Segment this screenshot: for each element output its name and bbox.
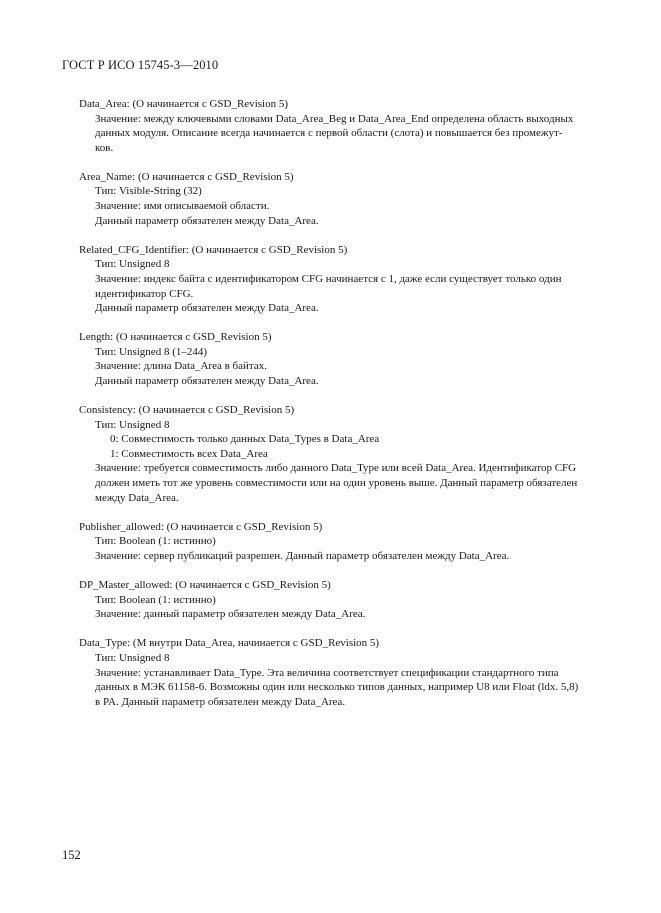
text-line: Значение: требуется совместимость либо данного Data_Type или всей Data_Area. Идентификатор CFG — [95, 462, 577, 475]
text-line: должен иметь тот же уровень совместимости или на один уровень выше. Данный параметр обязателен — [95, 477, 578, 490]
text-line: Значение: индекс байта с идентификатором CFG начинается с 1, даже если существует только один — [95, 272, 562, 285]
text-line: Тип: Visible-String (32) — [95, 185, 202, 198]
text-line: Значение: данный параметр обязателен между Data_Area. — [95, 608, 366, 621]
term-heading: Related_CFG_Identifier: (О начинается с GSD_Revision 5) — [79, 243, 348, 256]
section-dp-master-allowed — [0, 578, 661, 622]
text-line: ков. — [95, 141, 114, 154]
section-data-type — [0, 636, 661, 709]
text-line: Значение: длина Data_Area в байтах. — [95, 360, 267, 373]
text-line: Значение: устанавливает Data_Type. Эта величина соответствует спецификации стандартного типа — [95, 666, 559, 679]
section-consistency — [0, 403, 661, 505]
text-line: Тип: Unsigned 8 — [95, 651, 170, 664]
term-heading: Consistency: (О начинается с GSD_Revision 5) — [79, 404, 295, 417]
option-item: 0: Совместимость только данных Data_Types в Data_Area — [110, 433, 380, 446]
term-heading: Data_Type: (М внутри Data_Area, начинается с GSD_Revision 5) — [79, 637, 380, 650]
text-line: данных в МЭК 61158-6. Возможны один или несколько типов данных, например U8 или Float (ldx. 5,8) — [95, 681, 579, 694]
text-line: Данный параметр обязателен между Data_Area. — [95, 375, 319, 387]
page-number: 152 — [62, 848, 81, 862]
text-line: Значение: между ключевыми словами Data_Area_Beg и Data_Area_End определена область выходных — [95, 112, 574, 125]
text-line: данных модуля. Описание всегда начинается с первой области (слота) и повышается без промежут- — [95, 127, 563, 140]
option-item: 1: Совместимость всех Data_Area — [110, 447, 268, 460]
section-data-area — [0, 97, 661, 155]
text-line: идентификатор CFG. — [95, 287, 194, 300]
text-line: Данный параметр обязателен между Data_Area. — [95, 214, 319, 227]
section-related-cfg-identifier — [0, 243, 661, 316]
term-heading: DP_Master_allowed: (О начинается с GSD_Revision 5) — [79, 579, 331, 592]
section-length — [0, 330, 661, 388]
text-line: в PA. Данный параметр обязателен между Data_Area. — [95, 695, 346, 708]
text-line: между Data_Area. — [95, 491, 179, 504]
section-publisher-allowed — [0, 520, 661, 564]
term-heading: Publisher_allowed: (О начинается с GSD_Revision 5) — [79, 520, 323, 533]
text-line: Значение: сервер публикаций разрешен. Данный параметр обязателен между Data_Area. — [95, 549, 510, 562]
term-heading: Length: (О начинается с GSD_Revision 5) — [79, 331, 272, 344]
text-line: Тип: Unsigned 8 — [95, 258, 170, 271]
document-body — [0, 97, 661, 724]
page-header: ГОСТ Р ИСО 15745-3—2010 — [62, 58, 219, 72]
text-line: Тип: Unsigned 8 (1–244) — [95, 345, 208, 358]
text-line: Тип: Unsigned 8 — [95, 418, 170, 431]
term-heading: Area_Name: (О начинается с GSD_Revision 5) — [79, 170, 294, 183]
text-line: Тип: Boolean (1: истинно) — [95, 593, 216, 606]
term-heading: Data_Area: (О начинается с GSD_Revision 5) — [79, 98, 288, 110]
text-line: Значение: имя описываемой области. — [95, 200, 270, 213]
section-area-name — [0, 170, 661, 228]
text-line: Тип: Boolean (1: истинно) — [95, 535, 216, 548]
text-line: Данный параметр обязателен между Data_Area. — [95, 302, 319, 315]
